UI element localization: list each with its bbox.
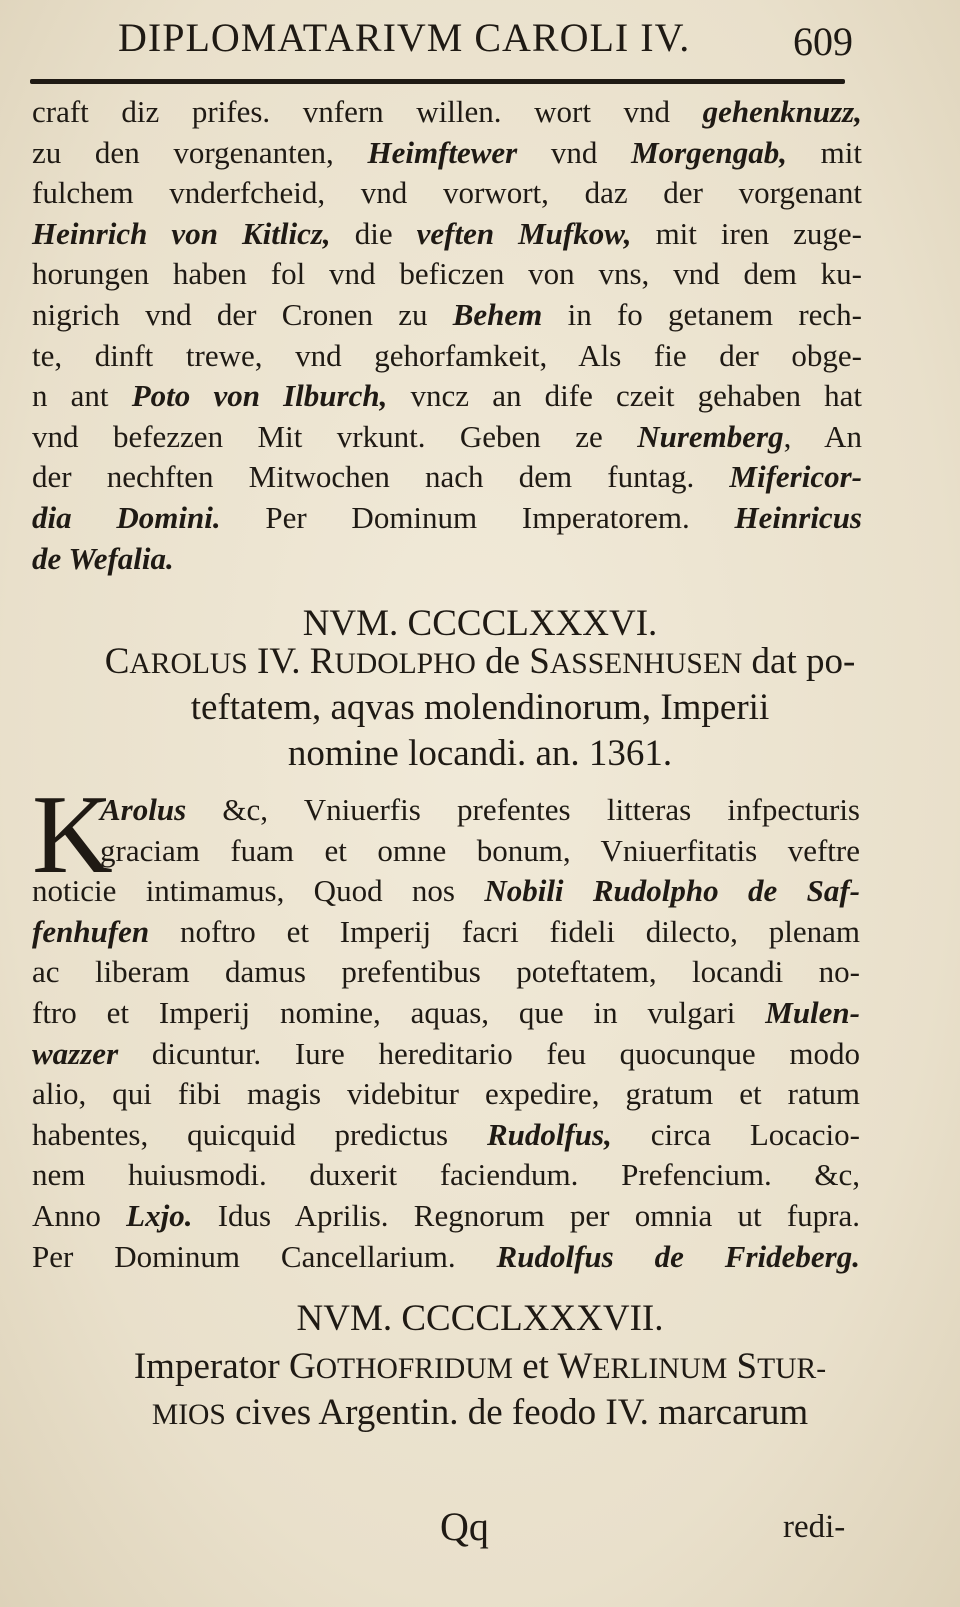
text-line (32, 1237, 860, 1277)
text-segment: graciam fuam et omne bonum, Vniuerfitatis veftre (100, 832, 860, 868)
text-line (32, 457, 862, 497)
text-segment: Idus Aprilis. Regnorum per omnia ut fupra. (192, 1198, 861, 1233)
title-line (0, 1345, 960, 1391)
italic-name: Morgengab, (631, 134, 787, 170)
text-segment: teftatem, aqvas molendinorum, Imperii (190, 687, 770, 728)
text-segment: zu den vorgenanten, (32, 134, 368, 170)
text-segment: circa Locacio- (611, 1116, 860, 1152)
text-segment: vnd befezzen Mit vrkunt. Geben ze (32, 418, 638, 454)
text-segment: mit (786, 134, 862, 170)
text-line (32, 92, 862, 132)
text-segment: S (727, 1346, 758, 1387)
text-segment: UDOLPHO (334, 648, 476, 680)
catchword: redi- (783, 1509, 846, 1545)
text-line (32, 1196, 860, 1236)
text-segment: n ant (32, 378, 132, 414)
text-segment: habentes, quicquid predictus (32, 1116, 487, 1152)
document-number-heading: NVM. CCCCLXXXVI. (302, 603, 658, 644)
text-segment: Per Dominum Cancellarium. (32, 1238, 497, 1274)
text-line (32, 993, 860, 1033)
text-segment: craft diz prifes. vnfern willen. wort vnd (32, 94, 703, 129)
text-segment: de S (475, 641, 550, 682)
text-segment: dat po- (742, 641, 856, 682)
text-line (32, 1115, 860, 1155)
italic-name: Rudolfus, (486, 1116, 612, 1152)
text-segment: cives Argentin. de feodo IV. marcarum (225, 1392, 809, 1433)
text-segment: der nechften Mitwochen nach dem funtag. (32, 459, 730, 495)
text-segment: TUR- (757, 1353, 827, 1385)
italic-name: Nobili Rudolpho de Saf- (484, 873, 860, 909)
text-line (32, 417, 862, 457)
text-segment: ASSENHUSEN (549, 648, 743, 680)
italic-name: Nuremberg (637, 418, 784, 454)
text-line (32, 498, 862, 538)
text-line (100, 831, 860, 871)
text-line (32, 539, 862, 579)
text-segment: die (330, 215, 417, 251)
text-line (32, 254, 862, 294)
text-segment: nigrich vnd der Cronen zu (32, 297, 453, 332)
text-segment: IV. R (247, 641, 335, 682)
text-line (100, 790, 860, 830)
page-number: 609 (793, 19, 853, 64)
text-segment: mit iren zuge- (631, 215, 863, 251)
italic-name: de Wefalia. (32, 540, 174, 576)
text-line (32, 912, 860, 952)
text-segment: noticie intimamus, Quod nos (32, 873, 485, 909)
text-segment: MIOS (151, 1399, 226, 1431)
italic-name: gehenknuzz, (702, 94, 862, 129)
text-segment: nem huiusmodi. duxerit faciendum. Prefencium. &c, (32, 1157, 860, 1193)
text-segment: dicuntur. Iure hereditario feu quocunque modo (118, 1035, 860, 1071)
text-segment: ac liberam damus prefentibus poteftatem, locandi no- (32, 954, 860, 990)
text-segment: Anno (32, 1198, 127, 1233)
italic-name: Poto von Ilburch, (131, 378, 388, 414)
title-line (0, 686, 960, 730)
text-segment: Per Dominum Imperatorem. (220, 500, 735, 535)
text-segment: horungen haben fol vnd beficzen von vns, vnd dem ku- (32, 256, 862, 292)
text-segment: ftro et Imperij nomine, aquas, que in vulgari (32, 995, 766, 1030)
italic-name: veften Mufkow, (416, 215, 632, 251)
text-line (32, 133, 862, 173)
text-segment: , An (783, 418, 862, 454)
italic-name: Mifericor- (729, 459, 862, 495)
running-header-title: DIPLOMATARIVM CAROLI IV. (118, 15, 691, 60)
text-line (32, 1074, 860, 1114)
text-line (32, 1034, 860, 1074)
text-line (32, 214, 862, 254)
italic-name: Heinrich von Kitlicz, (32, 215, 331, 251)
text-line (32, 173, 862, 213)
text-line (32, 295, 862, 335)
text-segment: et W (513, 1346, 593, 1387)
italic-name: Heimftewer (367, 134, 518, 170)
italic-name: dia Domini. (32, 500, 221, 535)
text-segment: nomine locandi. an. 1361. (287, 733, 673, 774)
italic-name: Behem (452, 297, 543, 332)
italic-name: Rudolfus de Frideberg. (496, 1238, 860, 1274)
text-segment: &c, Vniuerfis prefentes litteras infpecturis (186, 792, 860, 827)
text-segment: noftro et Imperij facri fideli dilecto, plenam (149, 913, 860, 949)
text-line (32, 871, 860, 911)
text-segment: alio, qui fibi magis videbitur expedire, gratum et ratum (32, 1076, 860, 1112)
text-segment: in fo getanem rech- (542, 297, 862, 332)
title-line (0, 640, 960, 686)
text-segment: Imperator G (133, 1346, 316, 1387)
text-line (32, 952, 860, 992)
text-segment: te, dinft trewe, vnd gehorfamkeit, Als fie der obge- (32, 337, 862, 373)
text-line (32, 336, 862, 376)
text-segment: fulchem vnderfcheid, vnd vorwort, daz der vorgenant (32, 175, 862, 211)
drop-cap: K (32, 773, 113, 897)
title-line (0, 732, 960, 776)
text-line (32, 376, 862, 416)
text-segment: vnd (517, 134, 632, 170)
italic-name: Mulen- (765, 995, 860, 1030)
text-line (32, 1155, 860, 1195)
italic-name: Arolus (100, 792, 187, 827)
document-number-heading: NVM. CCCCLXXXVII. (296, 1298, 664, 1339)
text-segment: ERLINUM (592, 1353, 728, 1385)
header-rule (30, 79, 845, 84)
text-segment: AROLUS (129, 648, 248, 680)
title-line (0, 1391, 960, 1437)
italic-name: fenhufen (32, 913, 150, 949)
italic-name: wazzer (32, 1035, 119, 1071)
signature-mark: Qq (440, 1504, 489, 1549)
italic-name: Heinricus (734, 500, 862, 535)
italic-name: Lxjo. (126, 1198, 193, 1233)
text-segment: vncz an dife czeit gehaben hat (387, 378, 862, 414)
text-segment: C (104, 641, 130, 682)
text-segment: OTHOFRIDUM (315, 1353, 513, 1385)
